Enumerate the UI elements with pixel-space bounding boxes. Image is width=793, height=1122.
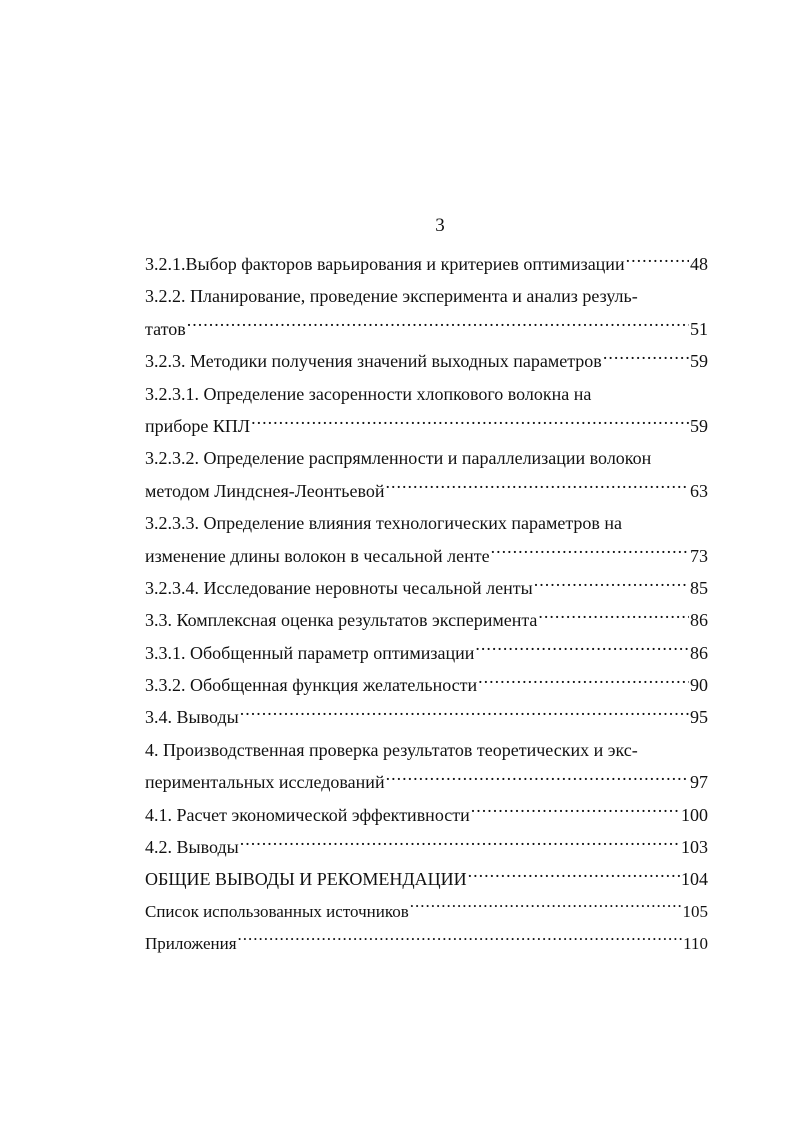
toc-entry bbox=[145, 799, 708, 831]
toc-entry bbox=[145, 896, 708, 928]
toc-entry-line: 3.2.2. Планирование, проведение эксперимента и анализ резуль- bbox=[145, 286, 638, 307]
toc-entry bbox=[145, 280, 708, 345]
toc-entry-row bbox=[145, 345, 708, 377]
dot-leader bbox=[475, 641, 689, 659]
toc-entry bbox=[145, 863, 708, 895]
toc-entry bbox=[145, 734, 708, 799]
toc-entry-title: 3.3.2. Обобщенная функция желательности bbox=[145, 675, 478, 696]
toc-entry-title: периментальных исследований bbox=[145, 772, 385, 793]
toc-entry-title: 3.3. Комплексная оценка результатов эксперимента bbox=[145, 610, 538, 631]
toc-entry-page: 104 bbox=[681, 869, 708, 890]
toc-entry-title: 4.1. Расчет экономической эффективности bbox=[145, 804, 470, 825]
dot-leader bbox=[491, 544, 689, 562]
toc-entry-page: 105 bbox=[682, 901, 708, 921]
toc-entry-row bbox=[145, 475, 708, 507]
toc-entry-page: 48 bbox=[690, 254, 708, 274]
page-number: 3 bbox=[435, 215, 445, 236]
toc-entry bbox=[145, 378, 708, 443]
toc-entry-page: 95 bbox=[690, 707, 708, 728]
dot-leader bbox=[603, 349, 689, 367]
toc-entry-title: Приложения bbox=[145, 934, 237, 954]
toc-entry-row bbox=[145, 248, 708, 280]
toc-entry bbox=[145, 248, 708, 280]
toc-entry-page: 51 bbox=[690, 318, 708, 339]
toc-entry bbox=[145, 345, 708, 377]
dot-leader bbox=[240, 835, 680, 853]
toc-entry-page: 97 bbox=[690, 772, 708, 793]
toc-entry-page: 90 bbox=[690, 675, 708, 696]
toc-entry-page: 59 bbox=[690, 415, 708, 436]
toc-entry-title: методом Линдснея-Леонтьевой bbox=[145, 480, 385, 501]
dot-leader bbox=[251, 414, 689, 432]
toc-entry-row bbox=[145, 701, 708, 733]
toc-entry bbox=[145, 928, 708, 960]
toc-entry-line: 4. Производственная проверка результатов теоретических и экс- bbox=[145, 739, 638, 760]
toc-entry-page: 63 bbox=[690, 480, 708, 501]
toc-entry bbox=[145, 669, 708, 701]
toc-entry-title: татов bbox=[145, 318, 186, 339]
dot-leader bbox=[386, 479, 690, 497]
dot-leader bbox=[187, 317, 689, 335]
toc-entry-row bbox=[145, 572, 708, 604]
toc-entry-line: 3.2.3.3. Определение влияния технологических параметров на bbox=[145, 513, 623, 534]
toc-entry bbox=[145, 831, 708, 863]
toc-entry-page: 86 bbox=[690, 610, 708, 631]
toc-entry-line: 3.2.3.1. Определение засоренности хлопкового волокна на bbox=[145, 383, 592, 404]
toc-entry-row bbox=[145, 928, 708, 960]
toc-entry-page: 85 bbox=[690, 577, 708, 598]
toc-entry-title: 4.2. Выводы bbox=[145, 837, 239, 858]
toc-entry-row bbox=[145, 637, 708, 669]
toc-entry-title: 3.2.3. Методики получения значений выходных параметров bbox=[145, 351, 602, 372]
toc-entry bbox=[145, 604, 708, 636]
toc-entry-title: Список использованных источников bbox=[145, 901, 409, 921]
dot-leader bbox=[410, 900, 682, 917]
toc-entry-row bbox=[145, 669, 708, 701]
toc-entry-row bbox=[145, 831, 708, 863]
toc-entry-page: 100 bbox=[681, 804, 708, 825]
dot-leader bbox=[534, 576, 689, 594]
toc-entry-row bbox=[145, 863, 708, 895]
dot-leader bbox=[468, 867, 680, 885]
toc-entry-row bbox=[145, 410, 708, 442]
toc-entry-row bbox=[145, 604, 708, 636]
toc-entry-page: 110 bbox=[683, 934, 708, 954]
toc-entry-title: приборе КПЛ bbox=[145, 415, 251, 436]
dot-leader bbox=[386, 770, 689, 788]
toc-entry-page: 103 bbox=[681, 837, 708, 858]
toc-entry-line: 3.2.3.2. Определение распрямленности и параллелизации волокон bbox=[145, 448, 652, 469]
toc-entry-page: 86 bbox=[690, 642, 708, 663]
toc-entry-title: изменение длины волокон в чесальной ленте bbox=[145, 545, 490, 566]
toc-entry bbox=[145, 442, 708, 507]
toc-entry-row bbox=[145, 540, 708, 572]
toc-entry bbox=[145, 637, 708, 669]
toc-entry-title: 3.4. Выводы bbox=[145, 707, 239, 728]
toc-entry bbox=[145, 572, 708, 604]
toc-entry bbox=[145, 507, 708, 572]
table-of-contents bbox=[145, 248, 708, 961]
toc-entry-row bbox=[145, 313, 708, 345]
dot-leader bbox=[626, 252, 689, 270]
dot-leader bbox=[471, 803, 680, 821]
toc-entry-row bbox=[145, 896, 708, 928]
toc-entry-title: ОБЩИЕ ВЫВОДЫ И РЕКОМЕНДАЦИИ bbox=[145, 869, 467, 890]
toc-entry bbox=[145, 701, 708, 733]
toc-entry-title: 3.2.3.4. Исследование неровноты чесальной ленты bbox=[145, 577, 533, 598]
toc-entry-page: 73 bbox=[690, 545, 708, 566]
toc-entry-title: 3.2.1.Выбор факторов варьирования и критериев оптимизации bbox=[145, 254, 625, 274]
toc-entry-title: 3.3.1. Обобщенный параметр оптимизации bbox=[145, 642, 475, 663]
toc-entry-page: 59 bbox=[690, 351, 708, 372]
toc-entry-row bbox=[145, 766, 708, 798]
dot-leader bbox=[478, 673, 689, 691]
dot-leader bbox=[240, 705, 689, 723]
dot-leader bbox=[238, 932, 683, 949]
toc-entry-row bbox=[145, 799, 708, 831]
dot-leader bbox=[538, 608, 689, 626]
